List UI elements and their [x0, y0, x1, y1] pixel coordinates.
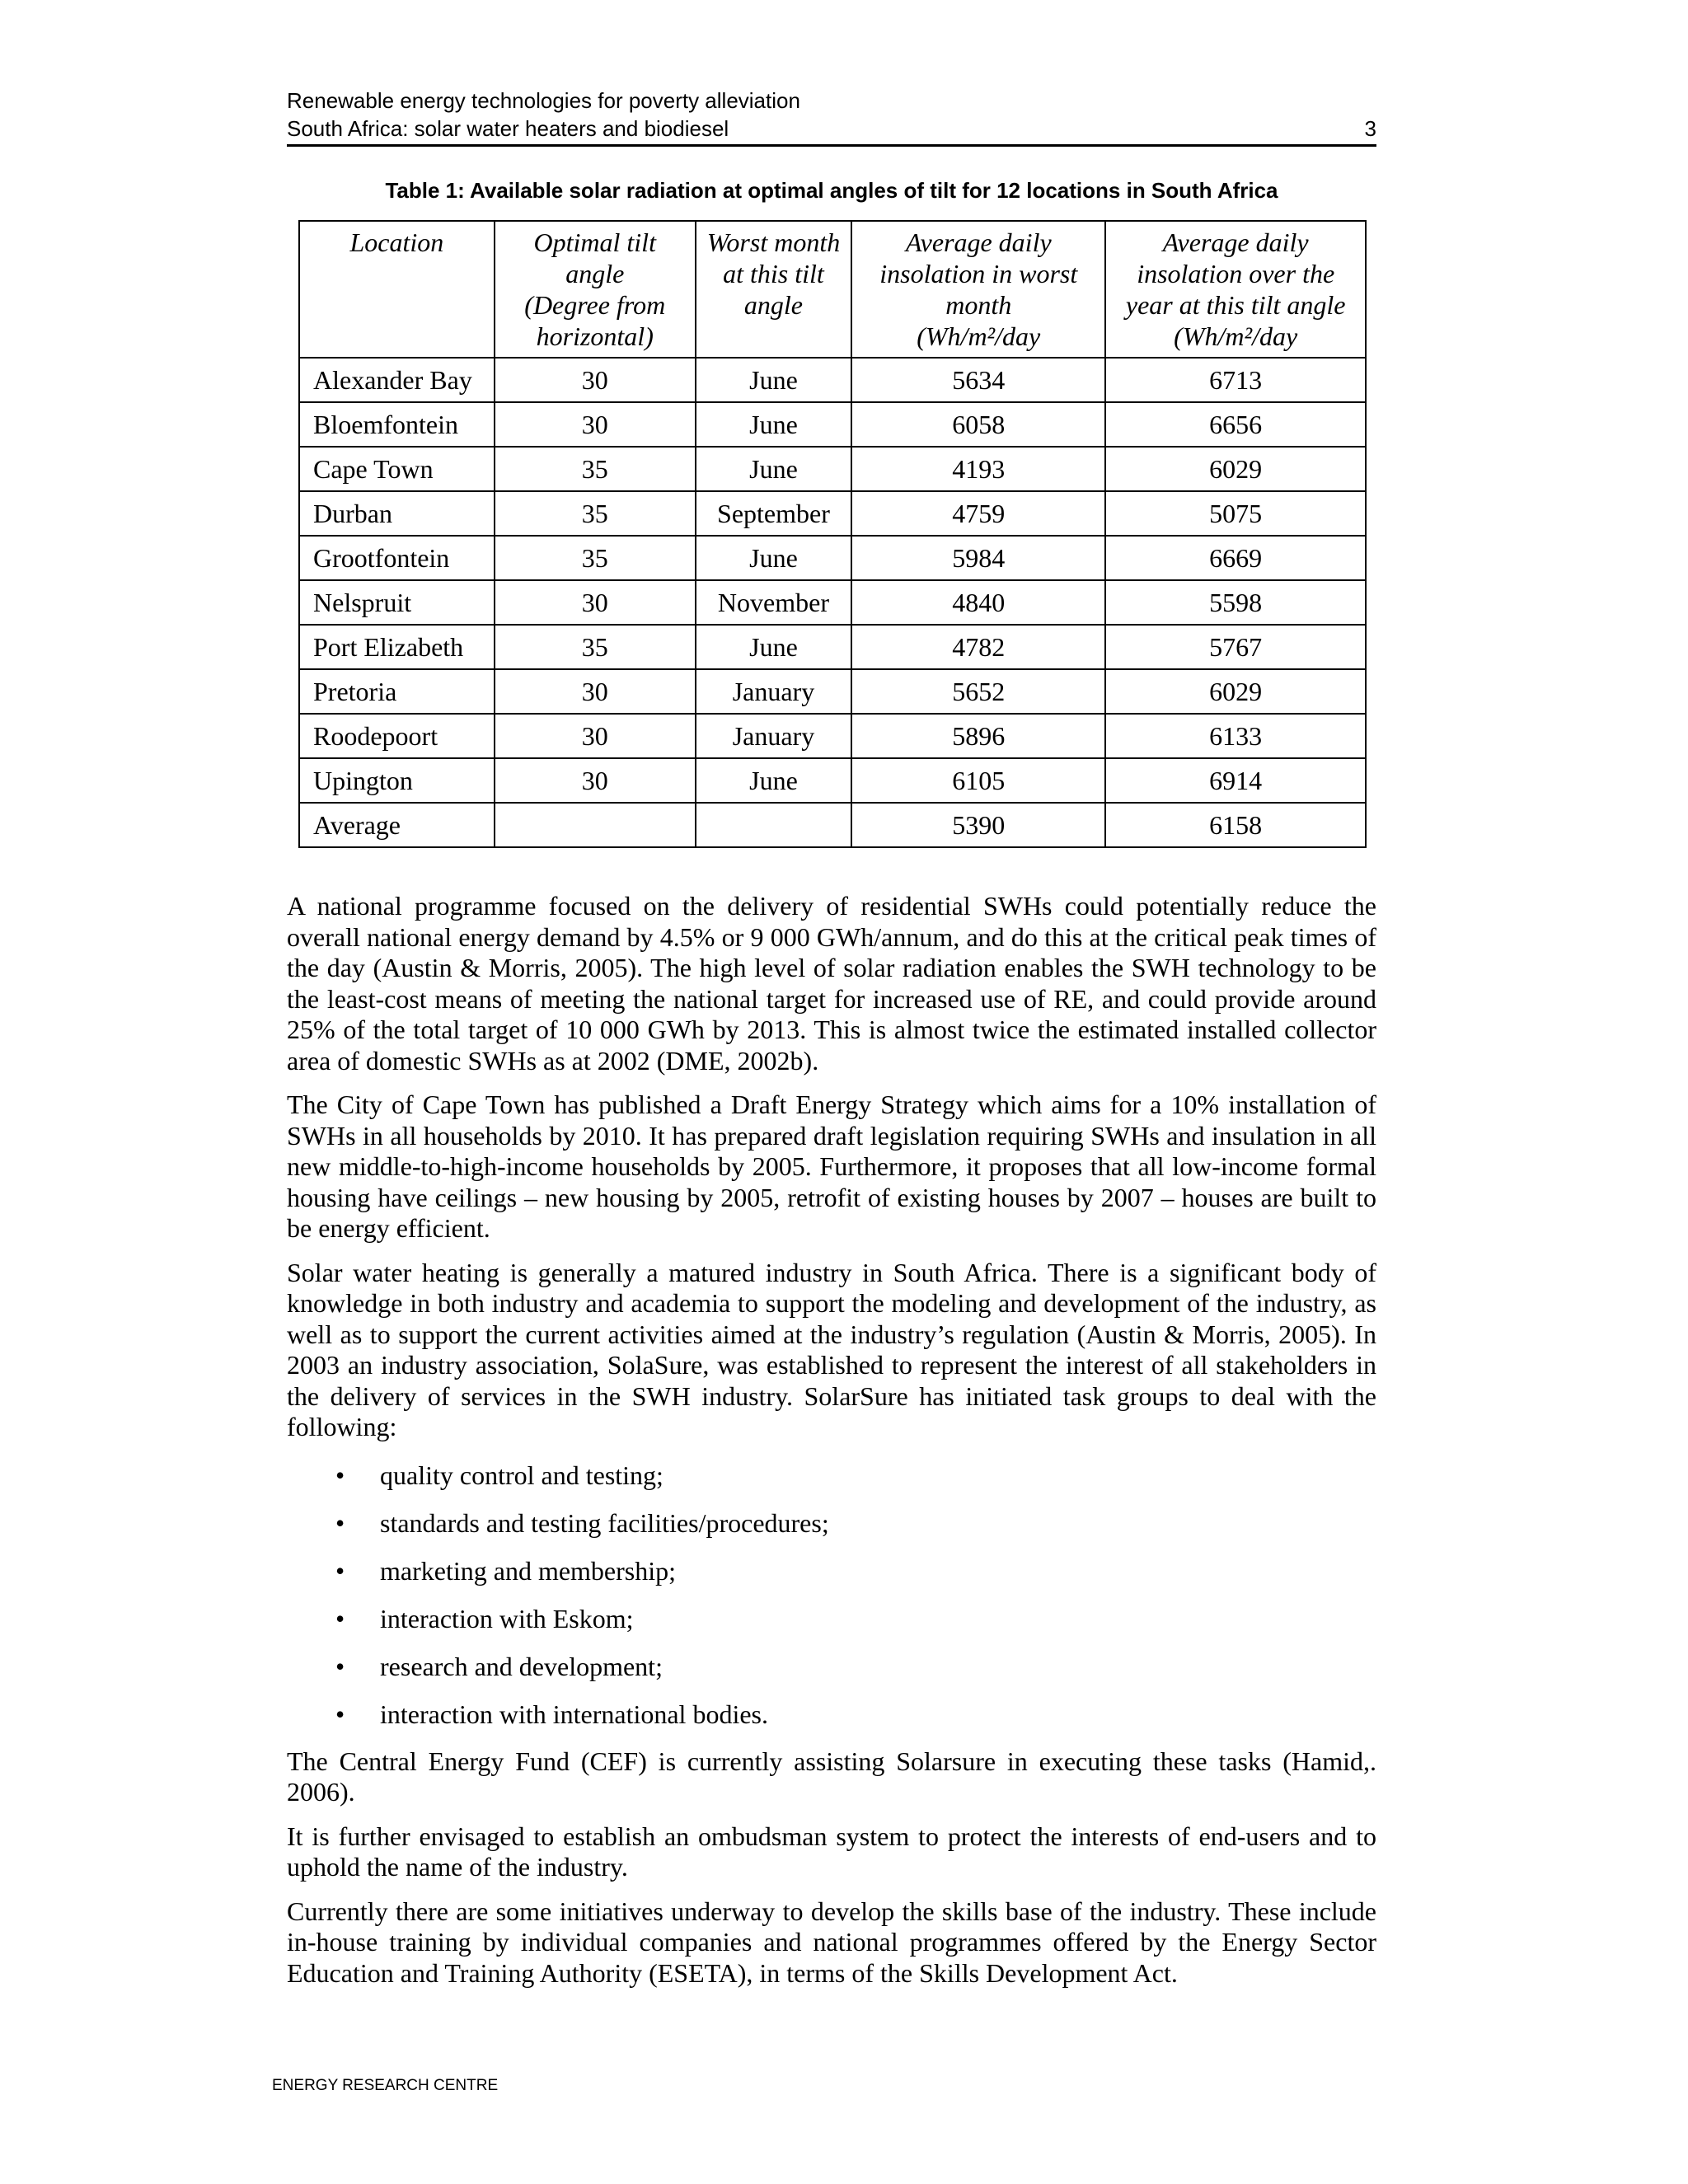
table-cell: Average — [299, 803, 495, 847]
list-item: • interaction with Eskom; — [335, 1603, 634, 1633]
table-cell: 6029 — [1105, 447, 1366, 491]
header-title: Renewable energy technologies for poverty alleviation — [287, 88, 800, 113]
list-item: • marketing and membership; — [335, 1555, 677, 1586]
table-cell: 5652 — [851, 669, 1105, 714]
header-insolation-worst-month: Average daily insolation in worst month (Wh/m²/day — [851, 221, 1105, 358]
list-item: • standards and testing facilities/procedures; — [335, 1507, 829, 1538]
table-row — [299, 758, 1366, 803]
table-row — [299, 536, 1366, 580]
table-cell: 6669 — [1105, 536, 1366, 580]
bullet-icon: • — [335, 1699, 345, 1729]
table-cell: November — [696, 580, 851, 625]
table-row — [299, 447, 1366, 491]
paragraph: Currently there are some initiatives underway to develop the skills base of the industry. These include in-house training by individual companies and national programmes offered by the Energy Sector Education and Training Authority (ESETA), in terms of the Skills Development Act. — [287, 1896, 1376, 1988]
bullet-icon: • — [335, 1507, 345, 1538]
body-text — [287, 891, 1376, 1989]
table-cell: 35 — [495, 536, 696, 580]
table-cell: 6914 — [1105, 758, 1366, 803]
header-worst-month: Worst month at this tilt angle — [696, 221, 851, 358]
table-row — [299, 714, 1366, 758]
header-subtitle: South Africa: solar water heaters and biodiesel — [287, 116, 729, 141]
table-row — [299, 402, 1366, 447]
table-cell: Roodepoort — [299, 714, 495, 758]
table-cell: Upington — [299, 758, 495, 803]
table-cell: Port Elizabeth — [299, 625, 495, 669]
solar-radiation-table — [298, 220, 1367, 848]
table-cell: 6058 — [851, 402, 1105, 447]
table-cell: 5767 — [1105, 625, 1366, 669]
table-cell: 30 — [495, 714, 696, 758]
table-cell: 35 — [495, 625, 696, 669]
table-body — [299, 358, 1366, 847]
table-cell: Grootfontein — [299, 536, 495, 580]
list-item: • quality control and testing; — [335, 1460, 663, 1490]
table-cell: 4759 — [851, 491, 1105, 536]
table-cell: June — [696, 625, 851, 669]
paragraph: It is further envisaged to establish an ombudsman system to protect the interests of end-users and to uphold the name of the industry. — [287, 1821, 1376, 1882]
table-cell: 6105 — [851, 758, 1105, 803]
table-cell: Pretoria — [299, 669, 495, 714]
paragraph: The City of Cape Town has published a Draft Energy Strategy which aims for a 10% installation of SWHs in all households by 2010. It has prepared draft legislation requiring SWHs and insulation in all new middle-to-high-income households by 2005. Furthermore, it proposes that all low-income formal housing have ceilings – new housing by 2005, retrofit of existing houses by 2007 – houses are built to be energy efficient. — [287, 1090, 1376, 1243]
table-cell: June — [696, 402, 851, 447]
table-cell: 5984 — [851, 536, 1105, 580]
table-cell: 5598 — [1105, 580, 1366, 625]
table-cell: June — [696, 447, 851, 491]
list-item: • interaction with international bodies. — [335, 1699, 768, 1729]
table-cell: 30 — [495, 669, 696, 714]
table-cell: Cape Town — [299, 447, 495, 491]
table-cell: 6656 — [1105, 402, 1366, 447]
table-cell: January — [696, 714, 851, 758]
bullet-icon: • — [335, 1651, 345, 1681]
bullet-icon: • — [335, 1460, 345, 1490]
table-row — [299, 580, 1366, 625]
table-cell: 35 — [495, 447, 696, 491]
table-cell: 5896 — [851, 714, 1105, 758]
bullet-icon: • — [335, 1555, 345, 1586]
table-cell: 6133 — [1105, 714, 1366, 758]
header-insolation-year: Average daily insolation over the year at this tilt angle (Wh/m²/day — [1105, 221, 1366, 358]
table-cell: Nelspruit — [299, 580, 495, 625]
bullet-icon: • — [335, 1603, 345, 1633]
table-cell: 5634 — [851, 358, 1105, 402]
table-cell: Bloemfontein — [299, 402, 495, 447]
table-row — [299, 358, 1366, 402]
table-cell: 6029 — [1105, 669, 1366, 714]
table-cell — [495, 803, 696, 847]
table-cell: June — [696, 758, 851, 803]
table-cell: 35 — [495, 491, 696, 536]
paragraph: The Central Energy Fund (CEF) is currently assisting Solarsure in executing these tasks (Hamid,. 2006). — [287, 1746, 1376, 1807]
table-cell: June — [696, 358, 851, 402]
paragraph: Solar water heating is generally a matured industry in South Africa. There is a significant body of knowledge in both industry and academia to support the modeling and development of the industry, as well as to support the current activities aimed at the industry’s regulation (Austin & Morris, 2005). In 2003 an industry association, SolaSure, was established to represent the interest of all stakeholders in the delivery of services in the SWH industry. SolarSure has initiated task groups to deal with the following: — [287, 1257, 1376, 1441]
table-cell: 6713 — [1105, 358, 1366, 402]
table-cell: June — [696, 536, 851, 580]
page-number: 3 — [1364, 116, 1376, 141]
table-cell: 6158 — [1105, 803, 1366, 847]
table-cell: 30 — [495, 758, 696, 803]
table-cell: 4193 — [851, 447, 1105, 491]
header-location: Location — [299, 221, 495, 358]
list-item: • research and development; — [335, 1651, 663, 1681]
table-row — [299, 491, 1366, 536]
table-cell: September — [696, 491, 851, 536]
table-cell: 4782 — [851, 625, 1105, 669]
table-cell: 5390 — [851, 803, 1105, 847]
header-optimal-tilt: Optimal tilt angle (Degree from horizontal) — [495, 221, 696, 358]
table-cell: Alexander Bay — [299, 358, 495, 402]
table-row — [299, 803, 1366, 847]
table-row — [299, 669, 1366, 714]
table-cell: 30 — [495, 358, 696, 402]
header-subtitle-row — [287, 115, 1376, 143]
paragraph: A national programme focused on the delivery of residential SWHs could potentially reduce the overall national energy demand by 4.5% or 9 000 GWh/annum, and do this at the critical peak times of the day (Austin & Morris, 2005). The high level of solar radiation enables the SWH technology to be the least-cost means of meeting the national target for increased use of RE, and could provide around 25% of the total target of 10 000 GWh by 2013. This is almost twice the estimated installed collector area of domestic SWHs as at 2002 (DME, 2002b). — [287, 891, 1376, 1076]
running-header — [287, 87, 1376, 147]
table-cell: January — [696, 669, 851, 714]
table-cell: 30 — [495, 580, 696, 625]
table-cell: Durban — [299, 491, 495, 536]
table-cell: 5075 — [1105, 491, 1366, 536]
table-cell: 4840 — [851, 580, 1105, 625]
table-cell: 30 — [495, 402, 696, 447]
table-row — [299, 625, 1366, 669]
document-page — [287, 87, 1376, 2002]
table-caption: Table 1: Available solar radiation at optimal angles of tilt for 12 locations in South Africa — [385, 178, 1278, 203]
table-header-row — [299, 221, 1366, 358]
page-footer: ENERGY RESEARCH CENTRE — [272, 2077, 499, 2094]
table-cell — [696, 803, 851, 847]
task-list — [287, 1460, 1376, 1730]
